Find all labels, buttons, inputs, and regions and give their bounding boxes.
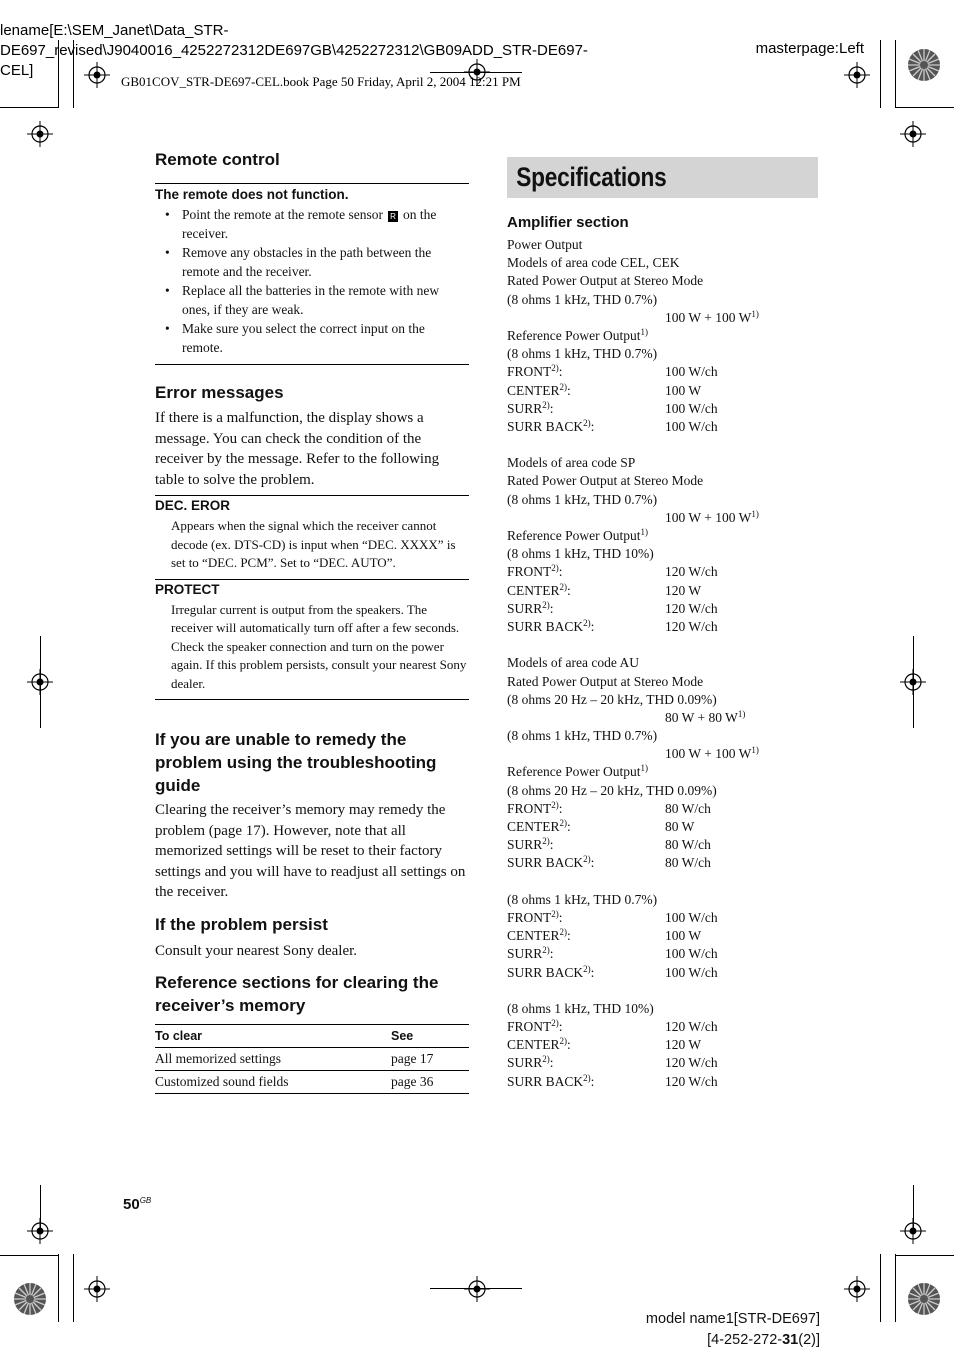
errors-intro: If there is a malfunction, the display shows a message. You can check the condition of the receiver by the message. Refer to the following table to solve the problem. xyxy=(155,410,440,488)
column-header: See xyxy=(391,1029,414,1043)
spec-label: Rated Power Output at Stereo Mode xyxy=(507,273,704,289)
specifications-title-bar xyxy=(507,157,818,198)
remedy-text: Clearing the receiver’s memory may remedy the problem (page 17). However, note that all memorized settings will be reset to their factory settings and you will have to readjust all settings on the receiver. xyxy=(155,802,466,900)
spec-label: (8 ohms 1 kHz, THD 0.7%) xyxy=(507,891,658,907)
list-item: • Make sure you select the correct input on the remote. xyxy=(165,321,425,355)
list-item: • Point the remote at the remote sensor R on the receiver. xyxy=(165,207,437,241)
registration-mark-icon xyxy=(27,1218,53,1244)
footnote-ref: 2) xyxy=(559,818,567,828)
spec-label: Power Output xyxy=(507,237,583,252)
reference-table xyxy=(155,1024,469,1094)
spec-line xyxy=(507,582,827,600)
spec-list xyxy=(507,236,827,1091)
spec-colon: : xyxy=(549,946,554,962)
spec-line xyxy=(507,527,827,545)
spec-line xyxy=(507,363,827,381)
spec-label: (8 ohms 1 kHz, THD 10%) xyxy=(507,546,654,562)
spec-colon: : xyxy=(567,928,571,944)
spec-label: FRONT xyxy=(507,909,552,925)
spec-label: FRONT xyxy=(507,1019,552,1035)
error-description: Irregular current is output from the speakers. The receiver will automatically turn off after a few seconds. Check the speaker connection and turn on the power again. If this problem persists, consult your nearest Sony dealer. xyxy=(171,601,467,691)
spec-label: FRONT xyxy=(507,364,552,380)
spec-colon: : xyxy=(558,564,563,580)
spec-label: Reference Power Output xyxy=(507,327,641,343)
errors-heading: Error messages xyxy=(155,383,284,402)
spec-label: SURR BACK xyxy=(507,855,584,871)
footnote-ref: 2) xyxy=(559,381,567,392)
spec-value: 120 W/ch xyxy=(665,600,718,616)
remote-problem: The remote does not function. xyxy=(155,187,349,202)
spec-colon: : xyxy=(549,400,554,416)
spec-colon: : xyxy=(549,837,554,853)
spec-colon: : xyxy=(567,1037,571,1053)
footer-code: [4-252-272-31(2)] xyxy=(707,1332,820,1348)
remote-sensor-icon: R xyxy=(388,211,398,222)
spec-colon: : xyxy=(590,1073,595,1089)
footnote-ref: 1) xyxy=(640,326,648,337)
spec-value: 100 W/ch xyxy=(665,418,718,434)
spec-label: SURR BACK xyxy=(507,964,584,980)
remote-heading: Remote control xyxy=(155,150,280,169)
spec-label: Reference Power Output xyxy=(507,764,641,780)
spec-value: 100 W/ch xyxy=(665,946,718,962)
spec-value: 100 W + 100 $W^{1)}$ xyxy=(665,308,759,325)
spec-line xyxy=(507,345,827,363)
footnote-ref: 2) xyxy=(583,617,591,628)
reference-heading: Reference sections for clearing the receiver’s memory xyxy=(155,973,439,1015)
table-cell: Customized sound fields xyxy=(155,1074,289,1089)
spec-value: 120 W xyxy=(665,582,702,598)
spec-colon: : xyxy=(558,1019,563,1035)
spec-label: (8 ohms 1 kHz, THD 0.7%) xyxy=(507,728,658,744)
footnote-ref: 1) xyxy=(640,763,648,774)
spec-value: 120 W/ch xyxy=(665,618,718,634)
spec-colon: : xyxy=(549,600,554,616)
spec-label: (8 ohms 1 kHz, THD 0.7%) xyxy=(507,346,658,362)
spec-value: 80 W/ch xyxy=(665,800,711,816)
spec-colon: : xyxy=(558,800,563,816)
footnote-ref: 2) xyxy=(542,836,550,847)
footnote-ref: 2) xyxy=(583,417,591,428)
spec-value: 120 W/ch xyxy=(665,1055,718,1071)
spec-line xyxy=(507,254,827,272)
remedy-heading: If you are unable to remedy the problem using the troubleshooting guide xyxy=(155,730,437,795)
spec-line xyxy=(507,891,827,909)
error-code: PROTECT xyxy=(155,581,220,597)
footnote-ref: 1) xyxy=(751,508,759,519)
spec-line xyxy=(507,472,827,490)
spec-line xyxy=(507,800,827,818)
spec-line xyxy=(507,654,827,672)
table-row xyxy=(155,1048,469,1071)
spec-label: SURR xyxy=(507,946,543,962)
right-column xyxy=(507,213,827,1091)
footnote-ref: 2) xyxy=(559,927,567,938)
spec-line xyxy=(507,709,827,727)
footnote-ref: 1) xyxy=(737,708,746,719)
spec-line xyxy=(507,327,827,345)
spec-label: CENTER xyxy=(507,382,560,398)
spec-value: 80 W + 80 $W^{1)}$ xyxy=(665,708,746,725)
color-target-disc-icon xyxy=(907,48,941,82)
table-cell: page 36 xyxy=(391,1074,434,1089)
spec-line xyxy=(507,854,827,872)
error-code: DEC. EROR xyxy=(155,498,231,513)
spec-value: 100 W/ch xyxy=(665,909,718,925)
spec-gap xyxy=(507,436,827,454)
spec-line xyxy=(507,509,827,527)
footnote-ref: 2) xyxy=(583,963,591,974)
spec-line xyxy=(507,545,827,563)
spec-line xyxy=(507,618,827,636)
spec-colon: : xyxy=(558,364,563,380)
footnote-ref: 2) xyxy=(583,854,591,865)
spec-value: 120 W/ch xyxy=(665,1073,718,1089)
footnote-ref: 2) xyxy=(551,1018,559,1029)
table-cell: page 17 xyxy=(391,1051,434,1066)
spec-line xyxy=(507,418,827,436)
persist-heading: If the problem persist xyxy=(155,914,328,934)
footnote-ref: 2) xyxy=(542,599,550,610)
spec-line xyxy=(507,1073,827,1091)
spec-value: 120 W/ch xyxy=(665,1019,718,1035)
spec-label: Rated Power Output at Stereo Mode xyxy=(507,673,704,689)
spec-colon: : xyxy=(567,382,571,398)
color-target-disc-icon xyxy=(13,1282,47,1316)
footnote-ref: 2) xyxy=(542,945,550,956)
spec-label: Models of area code AU xyxy=(507,655,639,671)
spec-label: CENTER xyxy=(507,819,560,834)
spec-line xyxy=(507,964,827,982)
spec-label: Models of area code CEL, CEK xyxy=(507,255,680,271)
spec-label: SURR BACK xyxy=(507,418,584,434)
registration-mark-icon xyxy=(900,669,926,695)
column-header: To clear xyxy=(155,1029,203,1043)
registration-mark-icon xyxy=(844,1276,870,1302)
spec-value: 100 W + 100 $W^{1)}$ xyxy=(665,745,759,762)
registration-mark-icon xyxy=(900,121,926,147)
specifications-title: Specifications xyxy=(516,162,667,192)
table-header-row xyxy=(155,1025,469,1048)
spec-label: CENTER xyxy=(507,582,560,598)
spec-value: 100 W/ch xyxy=(665,400,718,416)
spec-line xyxy=(507,563,827,581)
spec-line xyxy=(507,763,827,781)
spec-line xyxy=(507,491,827,509)
spec-line xyxy=(507,1054,827,1072)
header-book-line: GB01COV_STR-DE697-CEL.book Page 50 Friday, April 2, 2004 12:21 PM xyxy=(121,74,521,89)
spec-line xyxy=(507,454,827,472)
spec-line xyxy=(507,745,827,763)
header-masterpage: masterpage:Left xyxy=(755,40,864,57)
spec-line xyxy=(507,818,827,836)
spec-value: 100 W xyxy=(665,382,702,398)
table-cell: All memorized settings xyxy=(155,1051,281,1066)
amplifier-section-heading: Amplifier section xyxy=(507,214,629,231)
footnote-ref: 2) xyxy=(542,399,550,410)
spec-line xyxy=(507,1036,827,1054)
page-number: $50^{GB}$ xyxy=(123,1196,152,1213)
spec-label: (8 ohms 1 kHz, THD 0.7%) xyxy=(507,491,658,507)
spec-line xyxy=(507,400,827,418)
registration-mark-icon xyxy=(27,121,53,147)
spec-gap xyxy=(507,873,827,891)
spec-line xyxy=(507,691,827,709)
spec-line xyxy=(507,600,827,618)
persist-text: Consult your nearest Sony dealer. xyxy=(155,942,358,959)
footnote-ref: 1) xyxy=(640,527,648,537)
spec-label: (8 ohms 20 Hz – 20 kHz, THD 0.09%) xyxy=(507,691,717,707)
spec-line xyxy=(507,782,827,800)
color-target-disc-icon xyxy=(907,1282,941,1316)
registration-mark-icon xyxy=(900,1218,926,1244)
spec-label: Reference Power Output xyxy=(507,528,641,543)
footnote-ref: 2) xyxy=(583,1072,591,1083)
spec-colon: : xyxy=(567,819,571,834)
spec-colon: : xyxy=(567,582,571,598)
spec-colon: : xyxy=(590,418,595,434)
spec-value: 100 W/ch xyxy=(665,964,718,980)
spec-label: CENTER xyxy=(507,1037,560,1053)
spec-line xyxy=(507,727,827,745)
table-row xyxy=(155,1071,469,1094)
spec-value: 80 W/ch xyxy=(665,855,711,871)
spec-label: SURR xyxy=(507,1055,543,1071)
footnote-ref: 1) xyxy=(751,745,759,756)
footnote-ref: 2) xyxy=(551,563,559,574)
spec-line xyxy=(507,1018,827,1036)
spec-value: 100 W/ch xyxy=(665,364,718,380)
spec-gap xyxy=(507,982,827,1000)
footer-model: model name1[STR-DE697] xyxy=(645,1311,820,1327)
spec-label: SURR BACK xyxy=(507,618,584,634)
spec-label: Models of area code SP xyxy=(507,455,636,471)
footnote-ref: 2) xyxy=(559,581,567,592)
spec-value: 100 W + 100 $W^{1)}$ xyxy=(665,508,759,525)
spec-label: SURR xyxy=(507,837,543,853)
page-suffix: GB xyxy=(139,1196,152,1205)
spec-value: 120 W/ch xyxy=(665,564,718,580)
spec-line xyxy=(507,673,827,691)
spec-line xyxy=(507,272,827,290)
footnote-ref: 2) xyxy=(551,363,559,374)
footnote-ref: 2) xyxy=(559,1036,567,1047)
spec-label: FRONT xyxy=(507,564,552,580)
spec-label: SURR BACK xyxy=(507,1073,584,1089)
spec-label: SURR xyxy=(507,600,543,616)
spec-label: CENTER xyxy=(507,928,560,944)
spec-label: SURR xyxy=(507,400,543,416)
spec-line xyxy=(507,909,827,927)
footnote-ref: 2) xyxy=(542,1054,550,1065)
footnote-ref: 2) xyxy=(551,908,559,919)
spec-label: (8 ohms 20 Hz – 20 kHz, THD 0.09%) xyxy=(507,782,717,798)
registration-mark-icon xyxy=(27,669,53,695)
spec-line xyxy=(507,291,827,309)
footnote-ref: 1) xyxy=(751,308,759,319)
spec-value: 80 W xyxy=(665,819,695,834)
spec-line xyxy=(507,945,827,963)
registration-mark-icon xyxy=(464,1276,490,1302)
spec-label: (8 ohms 1 kHz, THD 0.7%) xyxy=(507,291,658,307)
error-description: Appears when the signal which the receiver cannot decode (ex. DTS-CD) is input when “DEC. XXXX” is set to “DEC. PCM”. Set to “DEC. AUTO”. xyxy=(171,518,456,570)
spec-label: (8 ohms 1 kHz, THD 10%) xyxy=(507,1000,654,1016)
list-item: • Remove any obstacles in the path between the remote and the receiver. xyxy=(165,245,432,279)
spec-line xyxy=(507,836,827,854)
registration-mark-icon xyxy=(84,1276,110,1302)
spec-label: Rated Power Output at Stereo Mode xyxy=(507,473,704,489)
spec-colon: : xyxy=(590,618,595,634)
spec-colon: : xyxy=(590,855,595,871)
spec-line xyxy=(507,236,827,254)
header-filename: lename[E:\SEM_Janet\Data_STR- DE697_revised\J9040016_4252272312DE697GB\4252272312\GB09ADD_STR-DE697- CEL] xyxy=(0,22,588,79)
spec-line xyxy=(507,309,827,327)
spec-value: 80 W/ch xyxy=(665,837,711,853)
spec-line xyxy=(507,382,827,400)
registration-mark-icon xyxy=(844,62,870,88)
remote-bullet-list xyxy=(155,205,469,357)
spec-colon: : xyxy=(558,909,563,925)
spec-colon: : xyxy=(590,964,595,980)
spec-value: 100 W xyxy=(665,928,702,944)
list-item: • Replace all the batteries in the remote with new ones, if they are weak. xyxy=(165,283,440,317)
left-column xyxy=(155,148,469,1094)
spec-gap xyxy=(507,636,827,654)
spec-line xyxy=(507,927,827,945)
spec-colon: : xyxy=(549,1055,554,1071)
spec-label: FRONT xyxy=(507,800,552,816)
spec-line xyxy=(507,1000,827,1018)
spec-value: 120 W xyxy=(665,1037,702,1053)
footnote-ref: 2) xyxy=(551,799,559,810)
